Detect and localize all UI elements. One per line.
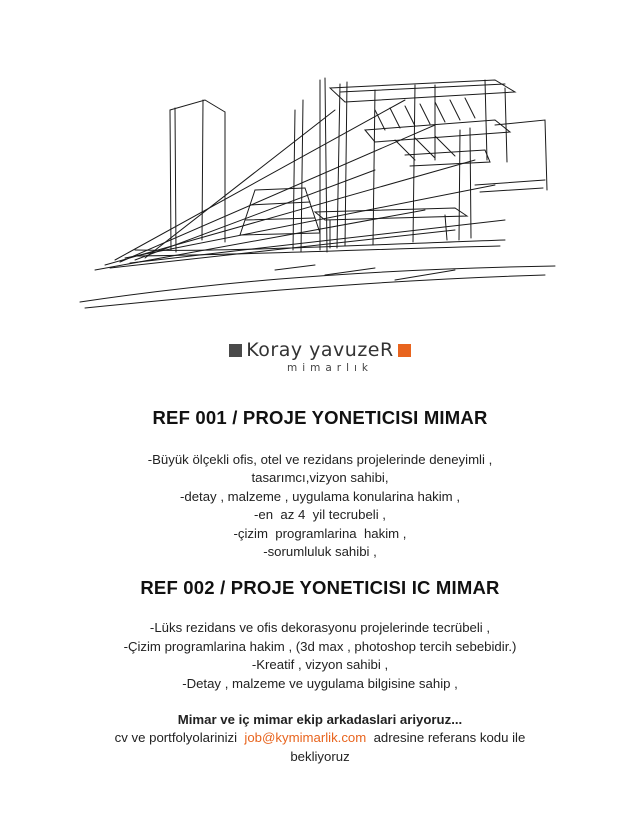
email-link[interactable]: job@kymimarlik.com <box>244 730 367 746</box>
ref1-line: -sorumluluk sahibi , <box>263 544 377 560</box>
footer-text-after: adresine referans kodu ile <box>366 730 526 746</box>
ref1-requirements <box>0 451 640 561</box>
ref2-line: -Lüks rezidans ve ofis dekorasyonu projelerinde tecrübeli , <box>149 620 491 636</box>
footer-contact-line <box>0 729 640 747</box>
footer-title: Mimar ve iç mimar ekip arkadaslari ariyoruz... <box>177 712 463 728</box>
ref1-line: -detay , malzeme , uygulama konularina hakim , <box>180 488 460 504</box>
logo-subtitle: mimarlık <box>286 362 374 374</box>
logo-dark-square <box>229 344 242 357</box>
ref1-line: -Büyük ölçekli ofis, otel ve rezidans projelerinde deneyimli , <box>147 452 493 467</box>
footer-text-before: cv ve portfolyolarinizi <box>114 730 245 746</box>
ref1-line: -çizim programlarina hakim , <box>233 525 407 541</box>
ref1-title: REF 001 / PROJE YONETICISI MIMAR <box>152 407 488 428</box>
company-logo <box>0 340 640 374</box>
ref2-requirements <box>0 619 640 693</box>
ref2-title: REF 002 / PROJE YONETICISI IC MIMAR <box>140 577 500 599</box>
job-listing <box>0 407 640 766</box>
architectural-sketch-icon <box>75 70 565 335</box>
footer-last-line: bekliyoruz <box>290 748 350 764</box>
ref2-line: -Çizim programlarina hakim , (3d max , photoshop tercih sebebidir.) <box>123 638 517 654</box>
ref1-line: tasarımcı,vizyon sahibi, <box>251 470 389 486</box>
ref2-line: -Kreatif , vizyon sahibi , <box>251 657 389 673</box>
logo-orange-square <box>398 344 411 357</box>
footer <box>0 711 640 766</box>
logo-name: Koray yavuzeR <box>246 339 394 361</box>
ref1-line: -en az 4 yil tecrubeli , <box>254 507 386 523</box>
ref2-line: -Detay , malzeme ve uygulama bilgisine sahip , <box>182 675 458 691</box>
